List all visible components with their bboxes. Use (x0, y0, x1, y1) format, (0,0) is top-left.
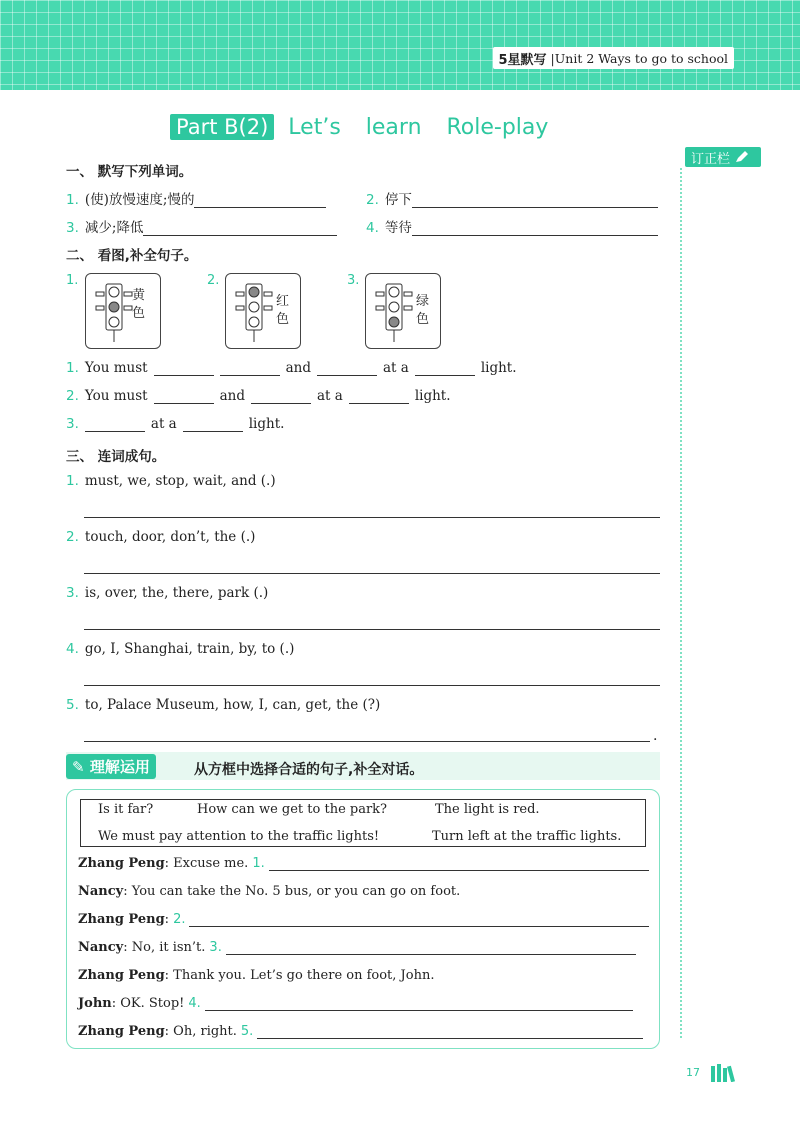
answer-line[interactable] (84, 505, 660, 518)
picture-number: 3. (347, 273, 360, 288)
scramble-item (66, 473, 276, 489)
dialog-line (78, 912, 649, 927)
option-item: Is it far? (98, 802, 154, 817)
scramble-item (66, 585, 268, 601)
answer-blank[interactable] (143, 221, 337, 236)
sentence-text: at a (150, 416, 177, 432)
scramble-words: go, I, Shanghai, train, by, to (.) (84, 641, 295, 657)
item-number: 5. (240, 1024, 254, 1039)
scramble-item (66, 697, 380, 713)
dialog-line (78, 884, 460, 899)
section4-tag-label: 理解运用 (89, 758, 150, 776)
speaker: Nancy (78, 884, 124, 899)
picture-number: 1. (66, 273, 79, 288)
traffic-light-picture-green (365, 273, 441, 349)
sentence-text: You must (84, 360, 148, 376)
speaker: Nancy (78, 940, 124, 955)
answer-blank[interactable] (220, 361, 280, 376)
answer-line[interactable] (84, 673, 660, 686)
answer-blank[interactable] (349, 389, 409, 404)
correction-divider (680, 168, 682, 1038)
header-strip (493, 47, 735, 69)
scramble-words: is, over, the, there, park (.) (84, 585, 269, 601)
section1-heading: 一、 默写下列单词。 (66, 164, 193, 180)
scramble-item (66, 641, 294, 657)
answer-blank[interactable] (183, 417, 243, 432)
option-item: Turn left at the traffic lights. (432, 829, 622, 844)
item-number: 1. (66, 192, 79, 208)
end-mark: . (653, 728, 658, 744)
answer-blank[interactable] (257, 1024, 643, 1039)
speaker: Zhang Peng (78, 968, 165, 983)
section3-heading: 三、 连词成句。 (66, 449, 166, 465)
section2-heading: 二、 看图,补全句子。 (66, 248, 198, 264)
dialog-text: : Oh, right. (164, 1024, 237, 1039)
item-number: 3. (66, 585, 79, 601)
item-number: 4. (188, 996, 201, 1011)
item-number: 5. (66, 697, 79, 713)
sentence-row (66, 388, 451, 404)
option-item: How can we get to the park? (197, 802, 388, 817)
scramble-item (66, 529, 255, 545)
answer-line[interactable] (84, 561, 660, 574)
answer-blank[interactable] (189, 912, 649, 927)
answer-blank[interactable] (85, 417, 145, 432)
answer-line[interactable] (84, 617, 660, 630)
color-label-2: 色 (416, 312, 430, 327)
sentence-row (66, 360, 517, 376)
dialog-line (78, 1024, 643, 1039)
item-number: 2. (66, 529, 79, 545)
correction-tab-label: 订正栏 (691, 151, 731, 167)
sentence-row (66, 416, 284, 432)
traffic-light-icon (94, 278, 134, 344)
book-icon: ✎ (72, 758, 85, 776)
part-label: Part B(2) (170, 114, 274, 140)
item-number: 1. (66, 473, 79, 489)
item-number: 2. (66, 388, 79, 404)
sentence-text: light. (248, 416, 285, 432)
sentence-text: and (285, 360, 311, 376)
item-text: 等待 (384, 220, 412, 236)
speaker: Zhang Peng (78, 856, 165, 871)
scramble-words: to, Palace Museum, how, I, can, get, the (?) (84, 697, 381, 713)
traffic-light-picture-red (225, 273, 301, 349)
answer-blank[interactable] (415, 361, 475, 376)
title-text: Let’s learn Role-play (288, 114, 549, 140)
answer-blank[interactable] (251, 389, 311, 404)
option-item: We must pay attention to the traffic lights! (98, 829, 380, 844)
scramble-words: must, we, stop, wait, and (.) (84, 473, 276, 489)
color-label-1: 黄 (132, 288, 146, 303)
speaker: Zhang Peng (78, 912, 165, 927)
answer-blank[interactable] (194, 193, 326, 208)
answer-blank[interactable] (154, 361, 214, 376)
word-row (66, 216, 337, 236)
sentence-text: light. (414, 388, 451, 404)
speaker: John (78, 996, 112, 1011)
pencil-icon (734, 150, 750, 164)
traffic-light-picture-yellow (85, 273, 161, 349)
books-icon (710, 1064, 736, 1082)
answer-blank[interactable] (412, 193, 658, 208)
sentence-text: light. (480, 360, 517, 376)
item-number: 2. (366, 192, 379, 208)
dialog-text: : Thank you. Let’s go there on foot, John. (164, 968, 435, 983)
dialog-line (78, 940, 636, 955)
page-number-text: 17 (686, 1066, 700, 1079)
sentence-text: at a (382, 360, 409, 376)
header-banner (0, 0, 800, 90)
sentence-text: and (219, 388, 245, 404)
dialog-text: : You can take the No. 5 bus, or you can go on foot. (123, 884, 461, 899)
answer-blank[interactable] (205, 996, 633, 1011)
dialog-line (78, 968, 434, 983)
sentence-text: at a (316, 388, 343, 404)
item-number: 2. (173, 912, 186, 927)
unit-label: |Unit 2 Ways to go to school (550, 50, 728, 66)
sentence-text: You must (84, 388, 148, 404)
dialog-text: : No, it isn’t. (123, 940, 206, 955)
color-label-2: 色 (132, 306, 146, 321)
item-number: 1. (252, 856, 265, 871)
correction-tab (685, 147, 761, 167)
dialog-text: : (164, 912, 170, 927)
section4-instruction: 从方框中选择合适的句子,补全对话。 (194, 762, 424, 778)
answer-blank[interactable] (317, 361, 377, 376)
item-text: (使)放慢速度;慢的 (84, 192, 195, 208)
traffic-light-icon (374, 278, 414, 344)
brand-label: 5星默写 (498, 52, 547, 68)
item-text: 减少;降低 (84, 220, 144, 236)
dialog-line (78, 856, 649, 871)
word-row (366, 216, 658, 236)
page-number (686, 1064, 736, 1082)
answer-blank[interactable] (154, 389, 214, 404)
option-item: The light is red. (435, 802, 540, 817)
speaker: Zhang Peng (78, 1024, 165, 1039)
dialog-text: : Excuse me. (164, 856, 249, 871)
word-row (66, 188, 326, 208)
answer-blank[interactable] (412, 221, 658, 236)
color-label-1: 红 (276, 294, 290, 309)
item-number: 1. (66, 360, 79, 376)
section4-tag (66, 754, 156, 779)
dialog-text: : OK. Stop! (111, 996, 185, 1011)
answer-line[interactable] (84, 729, 650, 742)
color-label-2: 色 (276, 312, 290, 327)
item-text: 停下 (384, 192, 412, 208)
color-label-1: 绿 (416, 294, 430, 309)
answer-blank[interactable] (226, 940, 636, 955)
item-number: 3. (66, 416, 79, 432)
item-number: 3. (66, 220, 79, 236)
item-number: 4. (66, 641, 79, 657)
scramble-words: touch, door, don’t, the (.) (84, 529, 256, 545)
item-number: 3. (209, 940, 222, 955)
word-row (366, 188, 658, 208)
dialog-line (78, 996, 633, 1011)
page-title (170, 114, 548, 140)
answer-blank[interactable] (269, 856, 649, 871)
traffic-light-icon (234, 278, 274, 344)
picture-number: 2. (207, 273, 220, 288)
item-number: 4. (366, 220, 379, 236)
